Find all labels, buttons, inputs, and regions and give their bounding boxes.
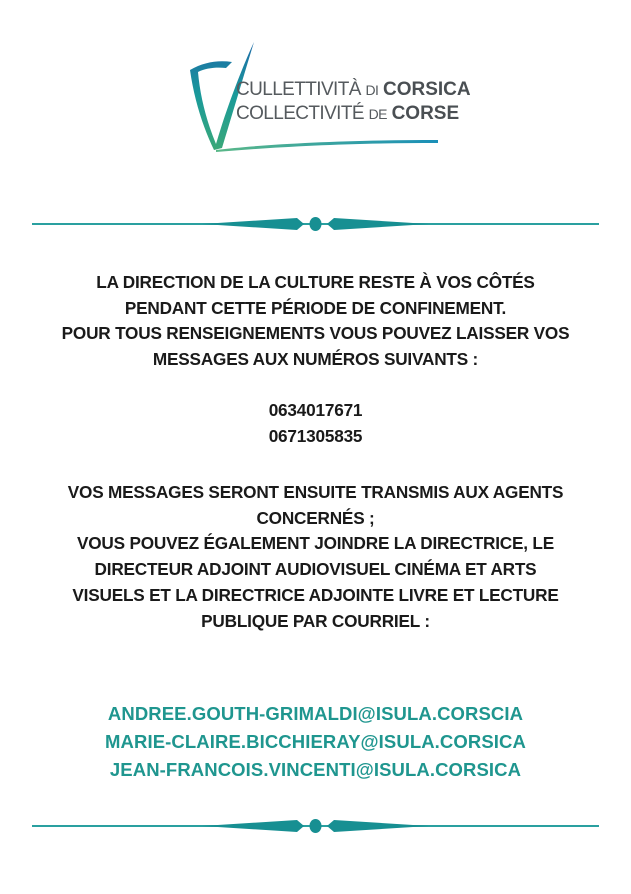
ornamental-divider-bottom — [32, 816, 599, 836]
email-address[interactable]: ANDREE.GOUTH-GRIMALDI@ISULA.CORSCIA — [107, 703, 524, 724]
logo-wordmark — [236, 78, 471, 126]
phone-numbers — [20, 398, 611, 449]
phone-number: 0671305835 — [268, 425, 363, 446]
email-address[interactable]: JEAN-FRANCOIS.VINCENTI@ISULA.CORSICA — [109, 759, 522, 780]
ornamental-divider-top — [32, 214, 599, 234]
logo-line-corsican: CULLETTIVITÀ DI CORSICA — [236, 79, 471, 100]
intro-message: LA DIRECTION DE LA CULTURE RESTE À VOS CÔTÉS PENDANT CETTE PÉRIODE DE CONFINEMENT. POUR TOUS RENSEIGNEMENTS VOUS POUVEZ LAISSER VOS MESSAGES AUX NUMÉROS SUIVANTS : — [61, 272, 570, 370]
phone-number: 0634017671 — [268, 400, 363, 420]
collectivite-de-corse-logo — [186, 40, 471, 155]
details-message: VOS MESSAGES SERONT ENSUITE TRANSMIS AUX AGENTS CONCERNÉS ; VOUS POUVEZ ÉGALEMENT JOINDRE LA DIRECTRICE, LE DIRECTEUR ADJOINT AUDIOVISUEL CINÉMA ET ARTS VISUELS ET LA DIRECTRICE ADJOINTE LIVRE ET LECTURE PUBLIQUE PAR COURRIEL : — [67, 482, 564, 631]
email-address[interactable]: MARIE-CLAIRE.BICCHIERAY@ISULA.CORSICA — [105, 731, 526, 752]
logo-line-french: COLLECTIVITÉ DE CORSE — [236, 103, 460, 124]
email-list — [20, 700, 611, 784]
